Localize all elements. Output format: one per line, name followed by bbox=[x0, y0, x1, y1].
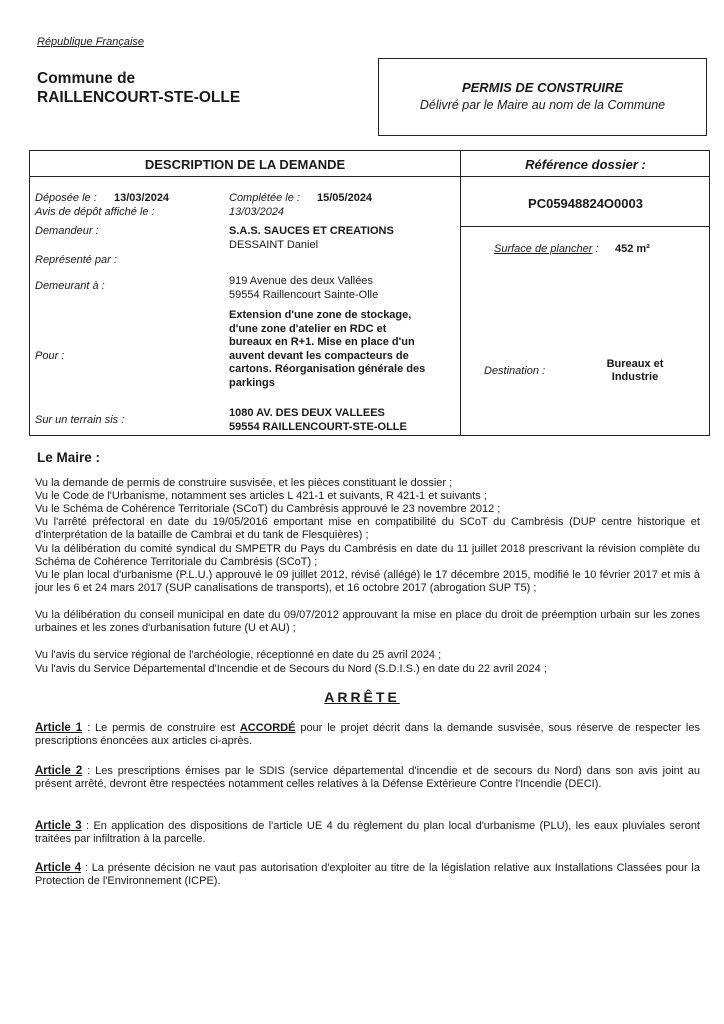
destination-value bbox=[585, 358, 685, 384]
deposee-value: 13/03/2024 bbox=[114, 192, 170, 204]
reference-number: PC05948824O0003 bbox=[528, 196, 643, 211]
article-4-text: : La présente décision ne vaut pas autorisation d'exploiter au titre de la législation relative aux Installations Classées pour la Protection de l'Environnement (ICPE). bbox=[35, 862, 700, 888]
description-table bbox=[29, 150, 710, 436]
demeurant-address-line1: 919 Avenue des deux Vallées bbox=[229, 275, 373, 287]
project-line: bureaux en R+1. Mise en place d'un bbox=[229, 336, 415, 348]
article-2-text: : Les prescriptions émises par le SDIS (service départemental d'incendie et de secours du Nord) dans son avis joint au présent arrêté, devront être respectées notamment celles relatives à la Défense Extérieure Contre l'Incendie (DECI). bbox=[35, 765, 700, 791]
project-description bbox=[229, 309, 425, 390]
article-1-text-start: : Le permis de construire est bbox=[82, 722, 240, 734]
description-section-title: DESCRIPTION DE LA DEMANDE bbox=[144, 157, 346, 172]
vu-paragraph: Vu la demande de permis de construire susvisée, et les pièces constituant le dossier ; bbox=[35, 477, 453, 489]
avis-depot-label: Avis de dépôt affiché le : bbox=[35, 206, 155, 218]
permis-subtitle: Délivré par le Maire au nom de la Commune bbox=[419, 98, 666, 112]
project-line: cartons. Réorganisation générale des bbox=[229, 363, 426, 375]
article-1 bbox=[35, 722, 700, 749]
avis-depot-value: 13/03/2024 bbox=[229, 206, 285, 218]
destination-line: Industrie bbox=[611, 371, 659, 383]
table-header-divider bbox=[30, 176, 709, 177]
vu-paragraph: Vu l'arrêté préfectoral en date du 19/05/2016 emportant mise en compatibilité du SCoT du Cambrésis (DUP centre historique et d'interprétation de la bataille de Cambrai et du tank de Flesquières) ; bbox=[35, 516, 700, 542]
article-3-label: Article 3 bbox=[35, 820, 82, 832]
article-2 bbox=[35, 765, 700, 792]
project-line: parkings bbox=[229, 376, 275, 389]
avis-paragraph: Vu l'avis du service régional de l'archéologie, réceptionné en date du 25 avril 2024 ; bbox=[35, 649, 442, 661]
vu-paragraph: Vu le plan local d'urbanisme (P.L.U.) approuvé le 09 juillet 2012, révisé (allégé) le 17 décembre 2015, modifié le 10 février 2017 et mis à jour les 6 et 24 mars 2017 (SUP canalisations de transports), et 16 octobre 2017 (abrogation SUP T5) ; bbox=[35, 569, 700, 595]
deposee-label: Déposée le : bbox=[35, 192, 97, 204]
article-1-text-end: pour le projet décrit dans la demande susvisée, sous réserve de respecter les prescriptions énoncées aux articles ci-après. bbox=[35, 722, 700, 748]
commune-label: Commune de bbox=[37, 70, 136, 87]
surface-value: 452 m² bbox=[615, 243, 650, 255]
permis-title-box bbox=[378, 58, 707, 136]
reference-title: Référence dossier : bbox=[525, 157, 646, 172]
article-2-label: Article 2 bbox=[35, 765, 83, 777]
demeurant-address-line2: 59554 Raillencourt Sainte-Olle bbox=[229, 289, 379, 301]
surface-colon: : bbox=[592, 243, 599, 255]
demandeur-contact: DESSAINT Daniel bbox=[229, 239, 319, 251]
completee-value: 15/05/2024 bbox=[317, 192, 373, 204]
surface-label-group bbox=[494, 243, 599, 256]
terrain-address-line2: 59554 RAILLENCOURT-STE-OLLE bbox=[229, 421, 407, 433]
project-line: Extension d'une zone de stockage, bbox=[229, 309, 412, 321]
table-column-divider bbox=[460, 151, 461, 435]
reference-divider bbox=[460, 226, 709, 227]
represente-label: Représenté par : bbox=[35, 254, 117, 266]
vu-paragraph: Vu la délibération du comité syndical du SMPETR du Pays du Cambrésis en date du 11 juillet 2018 prescrivant la révision complète du Schéma de Cohérence Territoriale du Cambrésis (SCoT) ; bbox=[35, 543, 700, 569]
republique-heading: République Française bbox=[37, 36, 145, 48]
permis-title: PERMIS DE CONSTRUIRE bbox=[461, 80, 624, 95]
demandeur-name: S.A.S. SAUCES ET CREATIONS bbox=[229, 225, 394, 237]
vu-paragraph: Vu la délibération du conseil municipal en date du 09/07/2012 approuvant la mise en place du droit de préemption urbain sur les zones urbaines et les zones d'urbanisation future (U et AU) ; bbox=[35, 609, 700, 635]
article-3-text: : En application des dispositions de l'article UE 4 du règlement du plan local d'urbanisme (PLU), les eaux pluviales seront traitées par infiltration à la parcelle. bbox=[35, 820, 700, 846]
terrain-address-line1: 1080 AV. DES DEUX VALLEES bbox=[229, 407, 385, 419]
demeurant-label: Demeurant à : bbox=[35, 280, 105, 292]
article-1-decision: ACCORDÉ bbox=[239, 722, 296, 734]
article-3 bbox=[35, 820, 700, 847]
destination-label: Destination : bbox=[484, 365, 546, 377]
arrete-heading: ARRÊTE bbox=[324, 689, 400, 705]
article-4-label: Article 4 bbox=[35, 862, 82, 874]
commune-name: RAILLENCOURT-STE-OLLE bbox=[37, 89, 241, 106]
demandeur-label: Demandeur : bbox=[35, 225, 99, 237]
maire-heading: Le Maire : bbox=[37, 450, 101, 465]
project-line: d'une zone d'atelier en RDC et bbox=[229, 322, 387, 335]
article-4 bbox=[35, 862, 700, 889]
destination-line: Bureaux et bbox=[606, 358, 664, 370]
pour-label: Pour : bbox=[35, 350, 65, 362]
terrain-label: Sur un terrain sis : bbox=[35, 414, 125, 426]
avis-paragraph: Vu l'avis du Service Départemental d'Incendie et de Secours du Nord (S.D.I.S.) en date du 22 avril 2024 ; bbox=[35, 663, 547, 675]
project-line: auvent devant les compacteurs de bbox=[229, 349, 409, 362]
completee-label: Complétée le : bbox=[229, 192, 300, 204]
vu-paragraph: Vu le Code de l'Urbanisme, notamment ses articles L 421-1 et suivants, R 421-1 et suivants ; bbox=[35, 490, 487, 502]
article-1-label: Article 1 bbox=[35, 722, 83, 734]
vu-paragraph: Vu le Schéma de Cohérence Territoriale (SCoT) du Cambrésis approuvé le 23 novembre 2012 ; bbox=[35, 503, 501, 515]
surface-label: Surface de plancher bbox=[494, 243, 593, 255]
